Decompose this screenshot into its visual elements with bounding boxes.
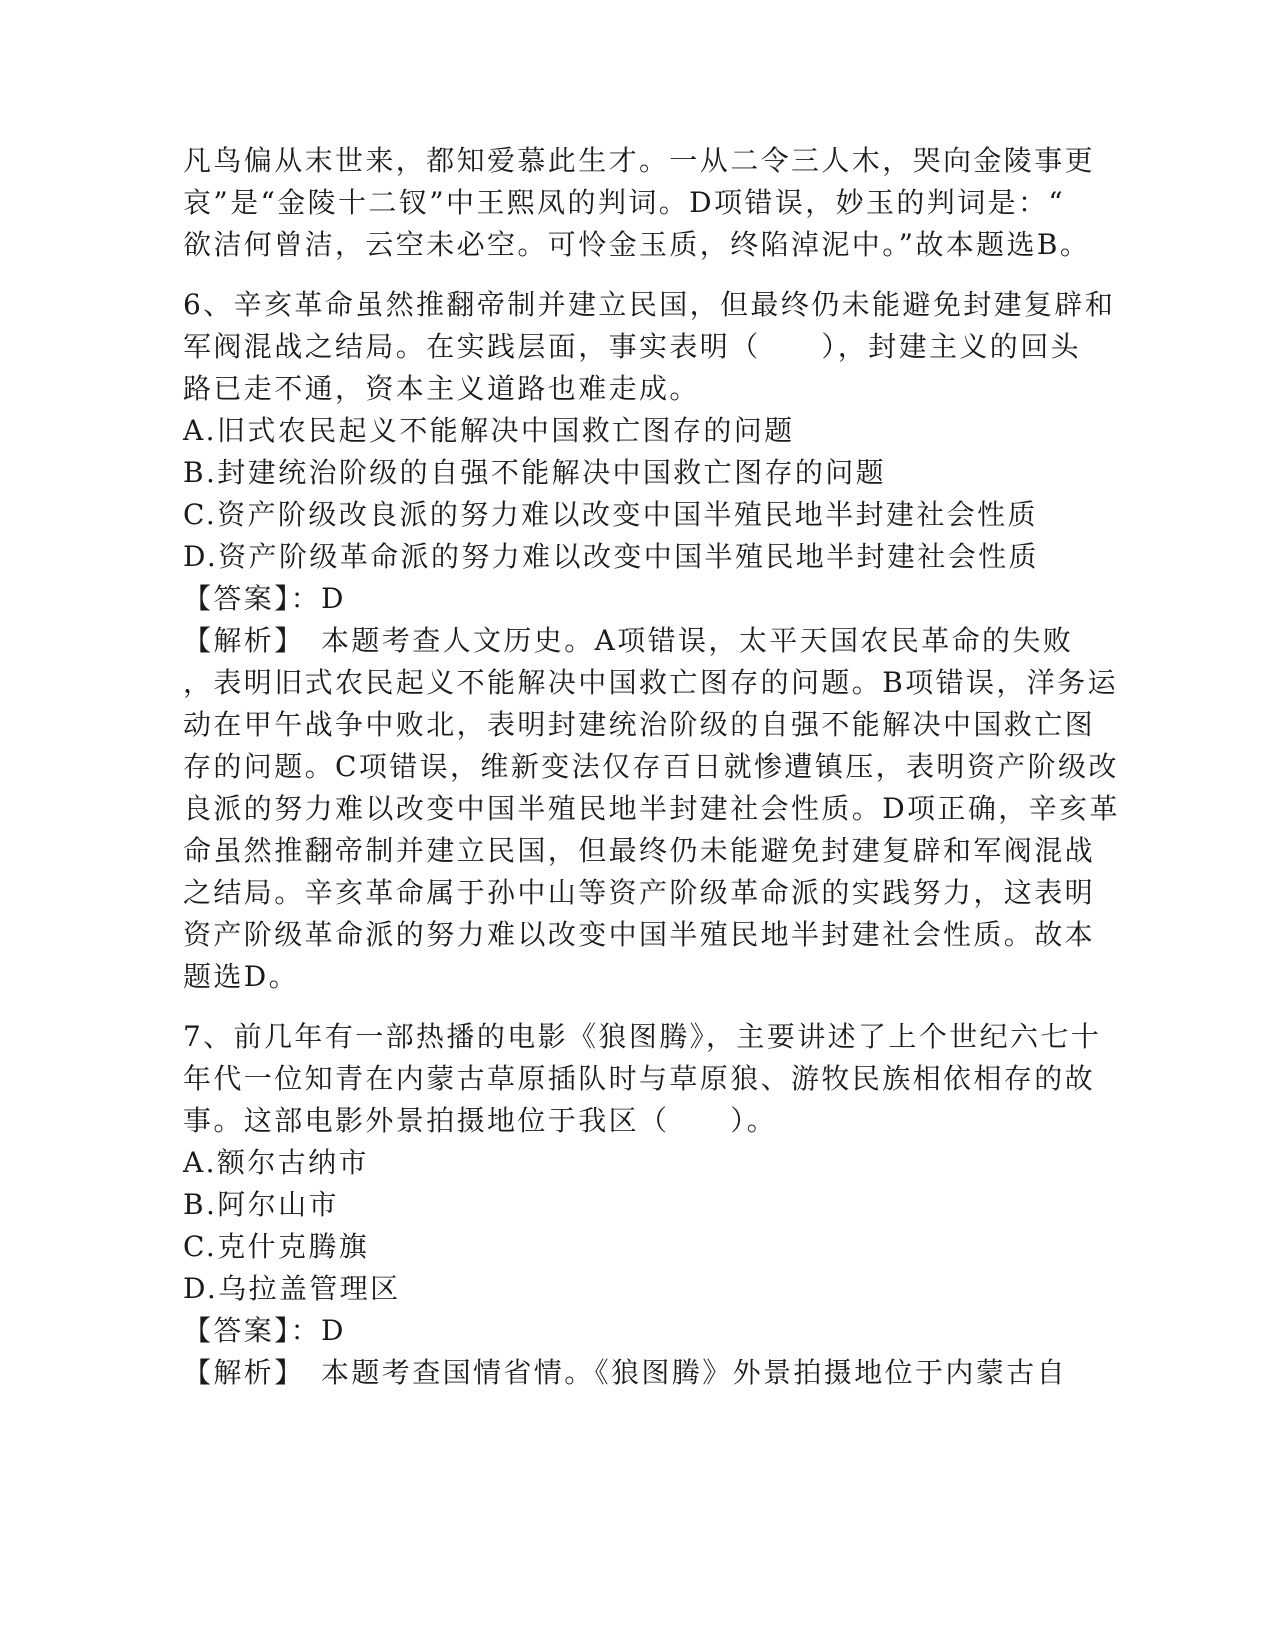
analysis-line: 资产阶级革命派的努力难以改变中国半殖民地半封建社会性质。故本 xyxy=(183,918,1096,951)
question-stem xyxy=(183,284,1116,410)
options-list xyxy=(183,1142,1083,1310)
option-b: B.阿尔山市 xyxy=(183,1188,339,1221)
analysis-line: 【解析】 本题考查人文历史。A项错误，太平天国农民革命的失败 xyxy=(183,624,1074,657)
text-line: 凡鸟偏从末世来，都知爱慕此生才。一从二令三人木，哭向金陵事更 xyxy=(183,144,1096,177)
option-a: A.旧式农民起义不能解决中国救亡图存的问题 xyxy=(183,414,795,447)
options-list xyxy=(183,410,1083,578)
analysis-line: 【解析】 本题考查国情省情。《狼图腾》外景拍摄地位于内蒙古自 xyxy=(183,1356,1068,1389)
question-6 xyxy=(183,284,1120,998)
option-b: B.封建统治阶级的自强不能解决中国救亡图存的问题 xyxy=(183,456,887,489)
stem-line: 事。这部电影外景拍摄地位于我区（ ）。 xyxy=(183,1104,778,1137)
option-d: D.资产阶级革命派的努力难以改变中国半殖民地半封建社会性质 xyxy=(183,540,1039,573)
stem-line: 6、辛亥革命虽然推翻帝制并建立民国，但最终仍未能避免封建复辟和 xyxy=(183,288,1116,321)
stem-line: 年代一位知青在内蒙古草原插队时与草原狼、游牧民族相依相存的故 xyxy=(183,1062,1096,1095)
analysis-block xyxy=(183,1352,1083,1394)
page-content xyxy=(183,140,1120,1394)
stem-line: 路已走不通，资本主义道路也难走成。 xyxy=(183,372,700,405)
option-d: D.乌拉盖管理区 xyxy=(183,1272,401,1305)
option-c: C.克什克腾旗 xyxy=(183,1230,370,1263)
analysis-line: ，表明旧式农民起义不能解决中国救亡图存的问题。B项错误，洋务运 xyxy=(183,666,1118,699)
analysis-line: 动在甲午战争中败北，表明封建统治阶级的自强不能解决中国救亡图 xyxy=(183,708,1096,741)
answer-line: 【答案】：D xyxy=(183,1314,346,1347)
option-c: C.资产阶级改良派的努力难以改变中国半殖民地半封建社会性质 xyxy=(183,498,1038,531)
analysis-line: 命虽然推翻帝制并建立民国，但最终仍未能避免封建复辟和军阀混战 xyxy=(183,834,1096,867)
analysis-line: 存的问题。C项错误，维新变法仅存百日就惨遭镇压，表明资产阶级改 xyxy=(183,750,1119,783)
analysis-block xyxy=(183,620,1120,998)
stem-line: 7、前几年有一部热播的电影《狼图腾》，主要讲述了上个世纪六七十 xyxy=(183,1020,1102,1053)
answer-line: 【答案】：D xyxy=(183,582,346,615)
analysis-line: 之结局。辛亥革命属于孙中山等资产阶级革命派的实践努力，这表明 xyxy=(183,876,1096,909)
analysis-line: 良派的努力难以改变中国半殖民地半封建社会性质。D项正确，辛亥革 xyxy=(183,792,1120,825)
question-stem xyxy=(183,1016,1102,1142)
text-line: 哀”是“金陵十二钗”中王熙凤的判词。D项错误，妙玉的判词是：“ xyxy=(183,186,1066,219)
previous-analysis-tail xyxy=(183,140,1096,266)
stem-line: 军阀混战之结局。在实践层面，事实表明（ ），封建主义的回头 xyxy=(183,330,1082,363)
question-7 xyxy=(183,1016,1102,1394)
option-a: A.额尔古纳市 xyxy=(183,1146,369,1179)
analysis-line: 题选D。 xyxy=(183,960,300,993)
text-line: 欲洁何曾洁，云空未必空。可怜金玉质，终陷淖泥中。”故本题选B。 xyxy=(183,228,1091,261)
